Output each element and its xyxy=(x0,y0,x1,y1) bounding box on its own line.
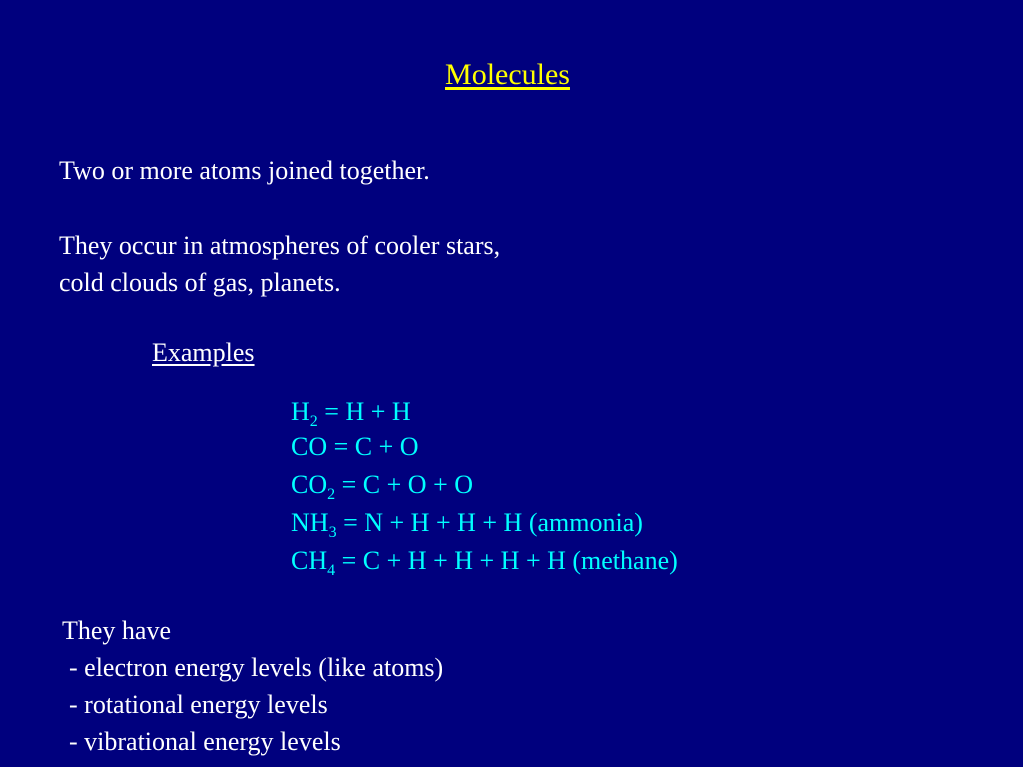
formula-symbol: CO xyxy=(291,432,328,461)
formula-subscript: 2 xyxy=(327,486,336,503)
formula-h2 xyxy=(291,395,411,429)
formula-subscript: 2 xyxy=(309,413,318,430)
formula-nh3 xyxy=(291,506,643,540)
property-item-vibrational-energy-levels: - vibrational energy levels xyxy=(69,727,341,756)
formula-equation: = H + H xyxy=(317,397,411,426)
properties-lead: They have xyxy=(62,616,172,645)
formula-subscript: 4 xyxy=(327,562,336,579)
slide-title: Molecules xyxy=(445,58,570,91)
properties-list xyxy=(62,612,662,760)
formula-ch4 xyxy=(291,544,678,578)
formula-symbol: CO xyxy=(291,470,328,499)
formula-symbol: NH xyxy=(291,508,329,537)
formula-equation: = N + H + H + H (ammonia) xyxy=(336,508,643,537)
property-item-rotational-energy-levels: - rotational energy levels xyxy=(69,690,328,719)
formula-symbol: H xyxy=(291,397,310,426)
formula-symbol: CH xyxy=(291,546,328,575)
formula-subscript: 3 xyxy=(328,524,337,541)
property-item-electron-energy-levels: - electron energy levels (like atoms) xyxy=(69,653,444,682)
examples-heading: Examples xyxy=(152,338,255,367)
formula-equation: = C + O xyxy=(327,432,419,461)
formula-equation: = C + O + O xyxy=(335,470,474,499)
formula-co xyxy=(291,430,419,464)
intro-occurrence-line-1: They occur in atmospheres of cooler stars, xyxy=(59,231,501,260)
formula-equation: = C + H + H + H + H (methane) xyxy=(335,546,678,575)
formula-co2 xyxy=(291,468,473,502)
intro-occurrence-line-2: cold clouds of gas, planets. xyxy=(59,268,341,297)
intro-definition: Two or more atoms joined together. xyxy=(59,156,430,185)
